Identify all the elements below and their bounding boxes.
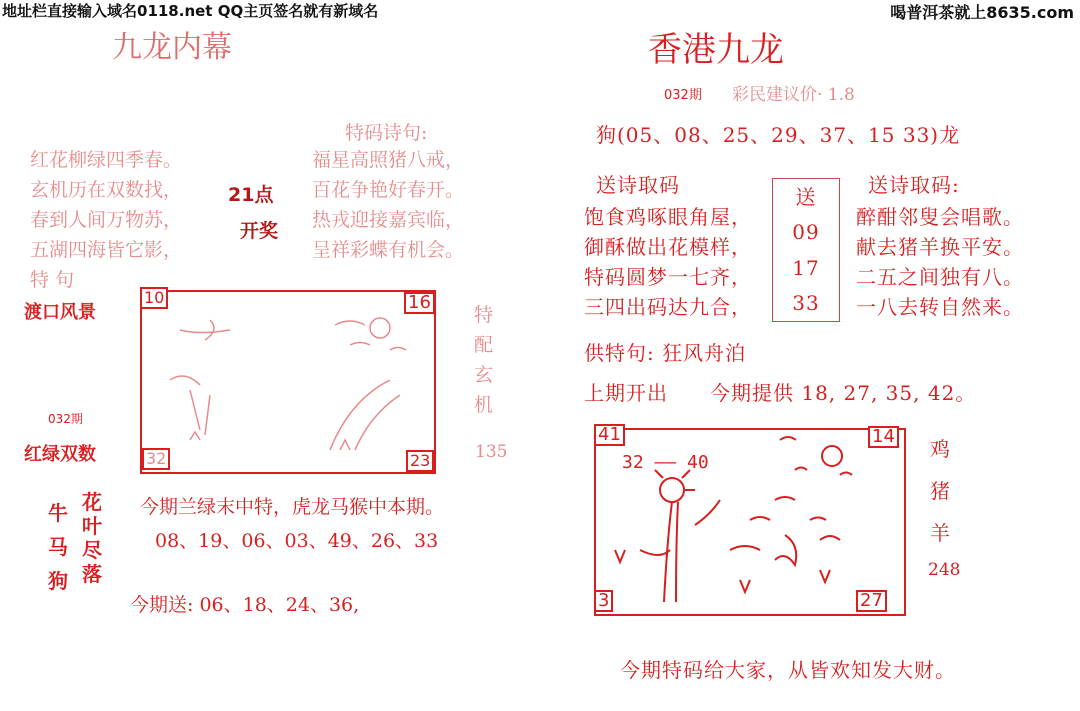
draw-label: 开奖 bbox=[240, 220, 279, 242]
special-phrase: 供特句: 狂风舟泊 bbox=[584, 341, 747, 365]
left-issue: 032期 bbox=[48, 412, 83, 426]
send-box-item: 17 bbox=[792, 255, 820, 280]
poem-line: 饱食鸡啄眼角屋， bbox=[584, 205, 752, 229]
send-box-item: 33 bbox=[792, 291, 820, 316]
side-char: 配 bbox=[474, 334, 494, 356]
zodiac-char: 马 bbox=[48, 535, 68, 559]
corner-number-br: 23 bbox=[406, 450, 434, 472]
flower-char: 尽 bbox=[82, 538, 102, 562]
corner-number-tr: 16 bbox=[404, 292, 435, 314]
right-title: 香港九龙 bbox=[648, 30, 784, 70]
provide-line: 今期提供 18, 27, 35, 42。 bbox=[710, 381, 977, 405]
send-poem-right: 送诗取码: bbox=[868, 173, 960, 197]
corner-number-tl: 10 bbox=[140, 287, 168, 309]
left-poem-left bbox=[30, 145, 182, 265]
right-side-vertical bbox=[930, 428, 951, 554]
corner-number-br: 27 bbox=[856, 590, 887, 612]
poem-line: 百花争艳好春开。 bbox=[312, 179, 465, 201]
corner-number-bl: 3 bbox=[594, 590, 613, 612]
poem-line: 呈祥彩蝶有机会。 bbox=[312, 239, 465, 261]
zodiac-char: 狗 bbox=[48, 569, 68, 593]
draw-time: 21点 bbox=[228, 184, 274, 206]
poem-line: 献去猪羊换平安。 bbox=[856, 235, 1024, 259]
flower-column bbox=[82, 490, 102, 586]
zodiac-column bbox=[48, 496, 68, 598]
right-poem-right bbox=[856, 202, 1024, 322]
right-banner: 喝普洱茶就上8635.com bbox=[890, 3, 1074, 22]
side-char: 羊 bbox=[930, 521, 951, 545]
side-char: 机 bbox=[474, 394, 494, 416]
flower-char: 落 bbox=[82, 562, 102, 586]
send-box-item: 送 bbox=[795, 184, 817, 209]
special-phrase-label: 特 句 bbox=[30, 269, 75, 291]
poem-line: 五湖四海皆它影， bbox=[30, 239, 183, 261]
left-poem-right-heading: 特码诗句: bbox=[345, 122, 428, 144]
right-price: 彩民建议价· 1.8 bbox=[732, 85, 855, 105]
poem-line: 醉酣邻叟会唱歌。 bbox=[856, 205, 1024, 229]
last-open: 上期开出 bbox=[584, 381, 668, 405]
dog-line: 狗(05、08、25、29、37、15 33)龙 bbox=[596, 123, 961, 147]
scene-label: 渡口风景 bbox=[24, 302, 96, 323]
left-line-3: 今期送: 06、18、24、36, bbox=[130, 594, 360, 616]
left-sketch-drawing bbox=[150, 300, 420, 460]
corner-number-tl: 41 bbox=[594, 424, 625, 446]
corner-number-tr: 14 bbox=[868, 426, 899, 448]
left-banner: 地址栏直接输入域名0118.net QQ主页签名就有新域名 bbox=[2, 2, 379, 20]
right-side-number: 248 bbox=[928, 560, 961, 580]
poem-line: 一八去转自然来。 bbox=[856, 295, 1024, 319]
poem-line: 玄机历在双数找， bbox=[30, 179, 183, 201]
side-char: 特 bbox=[474, 304, 494, 326]
sketch-text: 32 —— 40 bbox=[622, 452, 709, 473]
side-char: 猪 bbox=[930, 479, 951, 503]
poem-line: 红花柳绿四季春。 bbox=[30, 149, 183, 171]
right-poem-left bbox=[584, 202, 752, 322]
flower-char: 花 bbox=[82, 490, 102, 514]
left-poem-right bbox=[312, 145, 464, 265]
side-char: 鸡 bbox=[930, 437, 951, 461]
send-poem-left: 送诗取码 bbox=[596, 173, 680, 197]
poem-line: 三四出码达九合， bbox=[584, 295, 752, 319]
send-box bbox=[772, 178, 840, 322]
flower-char: 叶 bbox=[82, 514, 102, 538]
poem-line: 二五之间独有八。 bbox=[856, 265, 1024, 289]
left-line-2: 08、19、06、03、49、26、33 bbox=[155, 530, 439, 552]
zodiac-char: 牛 bbox=[48, 501, 68, 525]
poem-line: 热戎迎接嘉宾临， bbox=[312, 209, 465, 231]
poem-line: 特码圆梦一七齐， bbox=[584, 265, 752, 289]
poem-line: 福星高照猪八戒， bbox=[312, 149, 465, 171]
right-footer: 今期特码给大家，从皆欢知发大财。 bbox=[620, 658, 956, 682]
left-title: 九龙内幕 bbox=[112, 30, 232, 65]
right-issue: 032期 bbox=[664, 88, 702, 103]
corner-number-bl: 32 bbox=[142, 448, 170, 470]
red-green-label: 红绿双数 bbox=[24, 444, 96, 465]
left-line-1: 今期兰绿末中特，虎龙马猴中本期。 bbox=[140, 496, 445, 518]
side-char: 玄 bbox=[474, 364, 494, 386]
left-side-number: 135 bbox=[475, 442, 508, 462]
poem-line: 春到人间万物苏， bbox=[30, 209, 183, 231]
right-sketch-drawing bbox=[600, 440, 900, 610]
send-box-item: 09 bbox=[792, 220, 820, 245]
left-side-vertical bbox=[474, 300, 493, 420]
poem-line: 御酥做出花模样， bbox=[584, 235, 752, 259]
